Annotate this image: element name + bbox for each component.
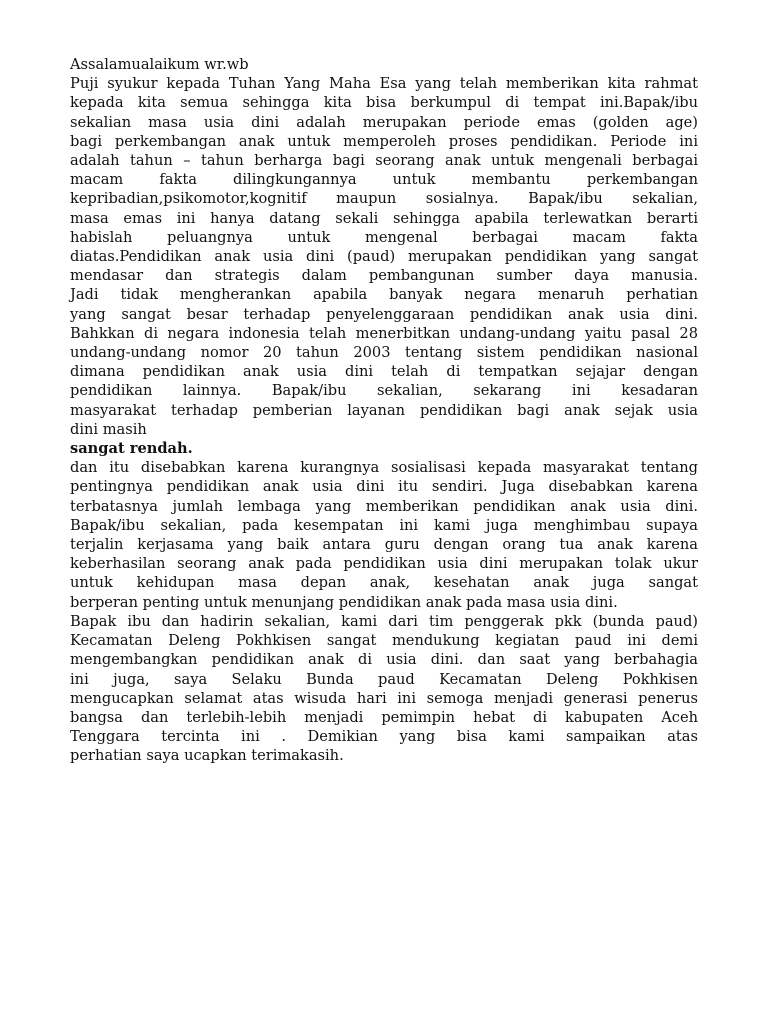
text-line: undang-undang nomor 20 tahun 2003 tentang sistem pendidikan nasional [70, 344, 698, 362]
text-line: sekalian masa usia dini adalah merupakan periode emas (golden age) [70, 113, 698, 131]
emphasized-text-line: sangat rendah. [70, 440, 193, 458]
text-line: Jadi tidak mengherankan apabila banyak negara menaruh perhatian [70, 286, 698, 304]
text-line: keberhasilan seorang anak pada pendidikan usia dini merupakan tolak ukur [70, 555, 698, 573]
text-line: bangsa dan terlebih-lebih menjadi pemimpin hebat di kabupaten Aceh [70, 708, 698, 726]
text-line: bagi perkembangan anak untuk memperoleh proses pendidikan. Periode ini [70, 132, 698, 150]
text-line: masa emas ini hanya datang sekali sehingga apabila terlewatkan berarti [70, 209, 698, 227]
text-line: berperan penting untuk menunjang pendidikan anak pada masa usia dini. [70, 593, 618, 611]
text-line: Bahkkan di negara indonesia telah menerbitkan undang-undang yaitu pasal 28 [70, 324, 698, 342]
text-line: yang sangat besar terhadap penyelenggaraan pendidikan anak usia dini. [70, 305, 698, 323]
text-line: pendidikan lainnya. Bapak/ibu sekalian, sekarang ini kesadaran [70, 382, 698, 400]
text-line: Assalamualaikum wr.wb [70, 56, 249, 73]
text-line: untuk kehidupan masa depan anak, kesehatan anak juga sangat [70, 574, 698, 592]
text-line: ini juga, saya Selaku Bunda paud Kecamatan Deleng Pokhkisen [70, 670, 698, 688]
text-line: pentingnya pendidikan anak usia dini itu sendiri. Juga disebabkan karena [70, 478, 698, 496]
text-line: Tenggara tercinta ini . Demikian yang bisa kami sampaikan atas [70, 728, 698, 746]
text-line: perhatian saya ucapkan terimakasih. [70, 747, 344, 765]
text-line: mengembangkan pendidikan anak di usia dini. dan saat yang berbahagia [70, 651, 698, 669]
text-line: diatas.Pendidikan anak usia dini (paud) merupakan pendidikan yang sangat [70, 248, 698, 266]
text-line: terjalin kerjasama yang baik antara guru dengan orang tua anak karena [70, 536, 698, 554]
text-line: mengucapkan selamat atas wisuda hari ini semoga menjadi generasi penerus [70, 689, 698, 707]
text-line: adalah tahun – tahun berharga bagi seorang anak untuk mengenali berbagai [70, 152, 698, 170]
document-body [70, 55, 698, 766]
text-line: kepada kita semua sehingga kita bisa berkumpul di tempat ini.Bapak/ibu [70, 94, 698, 112]
text-line: dimana pendidikan anak usia dini telah di tempatkan sejajar dengan [70, 363, 698, 381]
text-line: Kecamatan Deleng Pokhkisen sangat mendukung kegiatan paud ini demi [70, 632, 698, 650]
text-line: Bapak ibu dan hadirin sekalian, kami dari tim penggerak pkk (bunda paud) [70, 612, 698, 630]
text-line: dan itu disebabkan karena kurangnya sosialisasi kepada masyarakat tentang [70, 459, 698, 477]
text-line: kepribadian,psikomotor,kognitif maupun sosialnya. Bapak/ibu sekalian, [70, 190, 698, 208]
text-line: dini masih [70, 420, 147, 438]
text-line: terbatasnya jumlah lembaga yang memberikan pendidikan anak usia dini. [70, 497, 698, 515]
text-line: masyarakat terhadap pemberian layanan pendidikan bagi anak sejak usia [70, 401, 698, 419]
text-line: macam fakta dilingkungannya untuk membantu perkembangan [70, 171, 698, 189]
text-line: Puji syukur kepada Tuhan Yang Maha Esa yang telah memberikan kita rahmat [70, 75, 698, 93]
text-line: habislah peluangnya untuk mengenal berbagai macam fakta [70, 228, 698, 246]
text-line: Bapak/ibu sekalian, pada kesempatan ini kami juga menghimbau supaya [70, 516, 698, 534]
text-line: mendasar dan strategis dalam pembangunan sumber daya manusia. [70, 267, 698, 285]
